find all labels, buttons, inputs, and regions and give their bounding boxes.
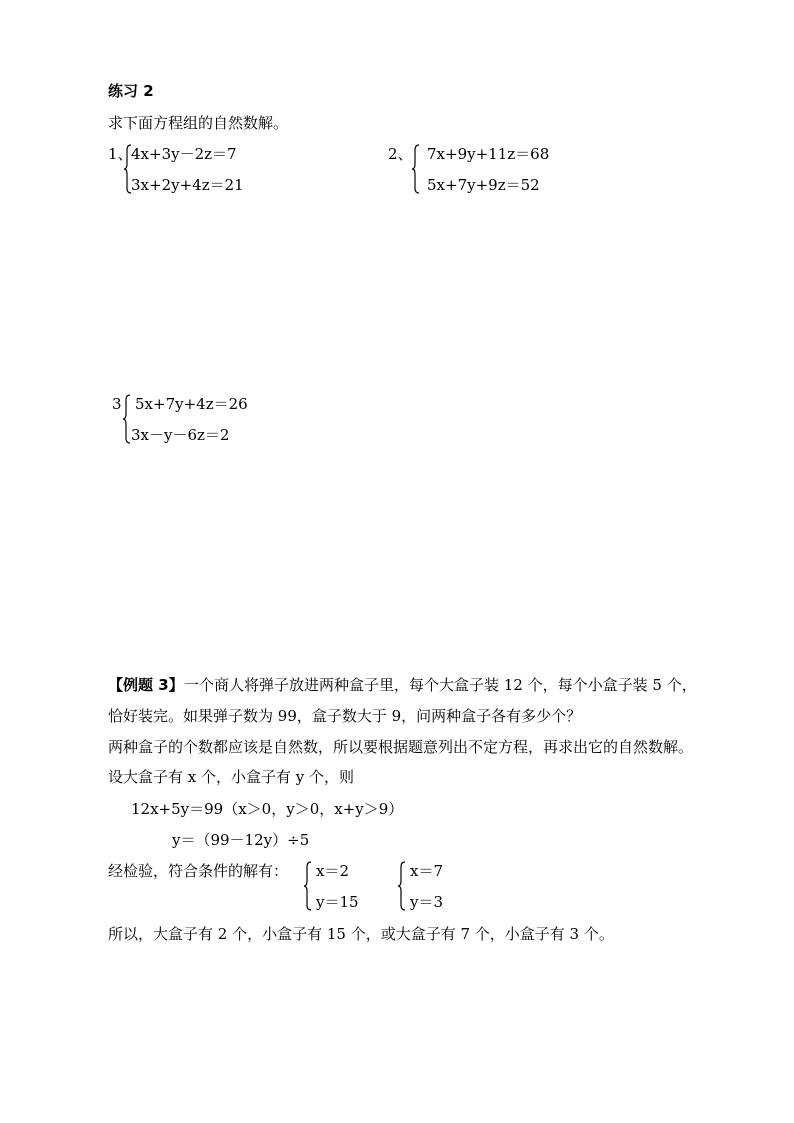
analysis-text: 两种盒子的个数都应该是自然数，所以要根据题意列出不定方程，再求出它的自然数解。: [108, 738, 694, 756]
equation: 4x+3y－2z＝7: [131, 145, 237, 163]
example-heading: 【例题 3】: [108, 676, 184, 694]
brace-icon: [124, 144, 130, 194]
brace-icon: [304, 861, 310, 911]
exercise-instruction: 求下面方程组的自然数解。: [108, 114, 289, 132]
brace-icon: [412, 144, 418, 194]
setup-text: 设大盒子有 x 个，小盒子有 y 个，则: [108, 768, 355, 786]
solution-x: x＝7: [410, 862, 444, 880]
problem-label: 3: [112, 395, 122, 413]
example-text-line: 恰好装完。如果弹子数为 99，盒子数大于 9，问两种盒子各有多少个？: [108, 707, 582, 725]
equation: 5x+7y+4z＝26: [135, 395, 248, 413]
example-text-line: 一个商人将弹子放进两种盒子里，每个大盒子装 12 个，每个小盒子装 5 个，: [184, 676, 697, 694]
problem-label: 1、: [108, 145, 133, 163]
problem-label: 2、: [388, 145, 413, 163]
equation: y＝（99－12y）÷5: [172, 831, 310, 849]
exercise-title: 练习 2: [108, 82, 154, 100]
check-label: 经检验，符合条件的解有：: [108, 862, 289, 880]
solution-y: y＝3: [410, 893, 444, 911]
solution-y: y＝15: [316, 893, 359, 911]
equation: 7x+9y+11z＝68: [427, 145, 550, 163]
conclusion-text: 所以，大盒子有 2 个，小盒子有 15 个，或大盒子有 7 个，小盒子有 3 个。: [108, 925, 614, 943]
equation: 3x+2y+4z＝21: [131, 176, 244, 194]
solution-x: x＝2: [316, 862, 350, 880]
equation: 5x+7y+9z＝52: [427, 176, 540, 194]
brace-icon: [398, 861, 404, 911]
equation: 3x－y－6z＝2: [131, 426, 230, 444]
equation: 12x+5y＝99（x＞0，y＞0，x+y＞9）: [131, 800, 404, 818]
brace-icon: [123, 394, 129, 444]
